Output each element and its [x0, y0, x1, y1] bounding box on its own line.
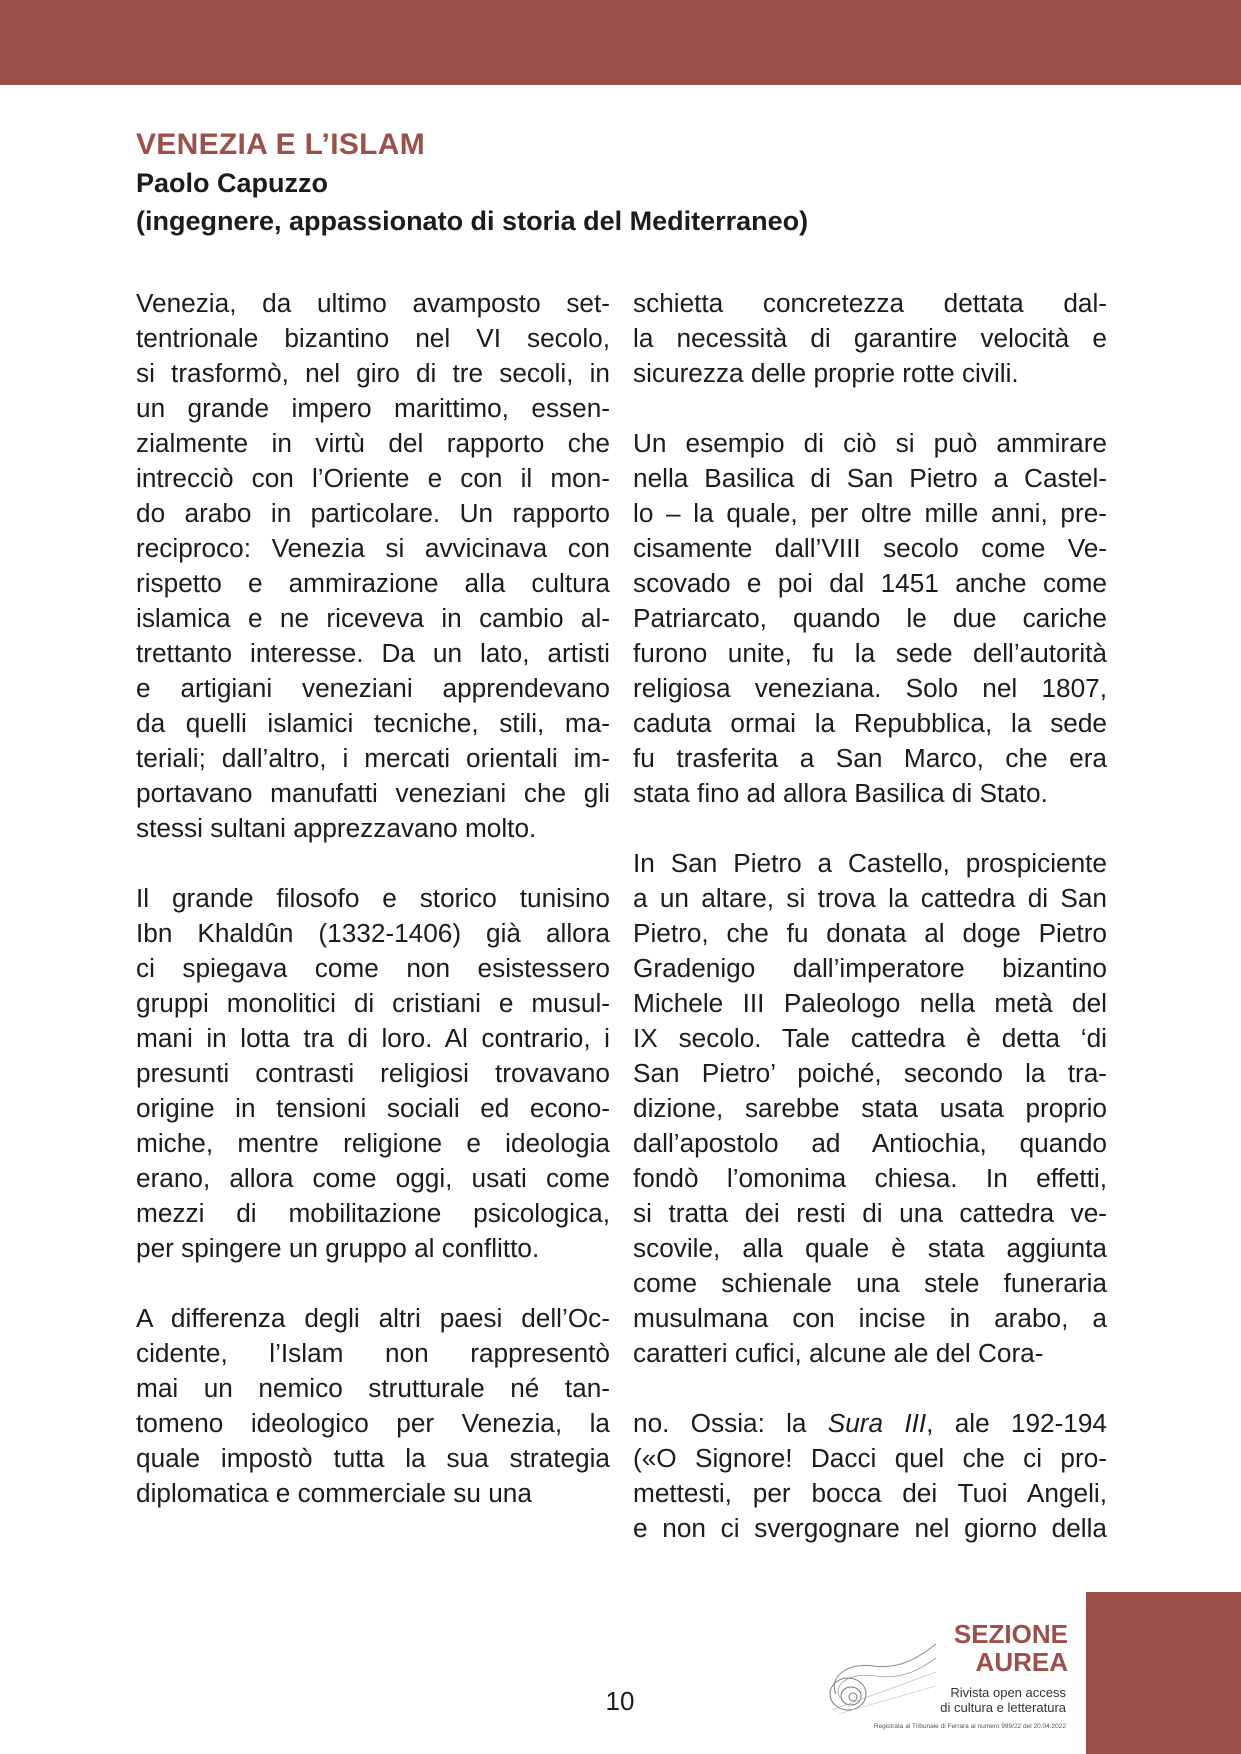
paragraph	[633, 426, 1107, 811]
text-line: furono unite, fu la sede dell’autorità	[633, 638, 1107, 668]
article-title: VENEZIA E L’ISLAM	[136, 128, 426, 161]
text-line: ci spiegava come non esistessero	[136, 953, 610, 983]
text-line: origine in tensioni sociali ed econo-	[136, 1093, 610, 1123]
text-line: Venezia, da ultimo avamposto set-	[136, 288, 610, 318]
text-line: rispetto e ammirazione alla cultura	[136, 568, 610, 598]
logo-wordmark: SEZIONE AUREA	[953, 1619, 1068, 1677]
text-line: e artigiani veneziani apprendevano	[136, 673, 610, 703]
text-line: IX secolo. Tale cattedra è detta ‘di	[633, 1023, 1107, 1053]
text-line: lo – la quale, per oltre mille anni, pre-	[633, 498, 1107, 528]
text-line: schietta concretezza dettata dal-	[633, 288, 1107, 318]
text-line: Michele III Paleologo nella metà del	[633, 988, 1107, 1018]
text-line: come schienale una stele funeraria	[633, 1268, 1107, 1298]
text-line: quale impostò tutta la sua strategia	[136, 1443, 610, 1473]
text-line: musulmana con incise in arabo, a	[633, 1303, 1107, 1333]
text-line: miche, mentre religione e ideologia	[136, 1128, 610, 1158]
text-line: dizione, sarebbe stata usata proprio	[633, 1093, 1107, 1123]
text-line: si trasformò, nel giro di tre secoli, in	[136, 358, 610, 388]
text-line: nella Basilica di San Pietro a Castel-	[633, 463, 1107, 493]
text-line: Ibn Khaldûn (1332-1406) già allora	[136, 918, 610, 948]
text-line: religiosa veneziana. Solo nel 1807,	[633, 673, 1107, 703]
right-paragraph-tail	[633, 1406, 1107, 1546]
text-line: Gradenigo dall’imperatore bizantino	[633, 953, 1107, 983]
text-line: diplomatica e commerciale su una	[136, 1478, 532, 1508]
text-line: («O Signore! Dacci quel che ci pro-	[633, 1443, 1107, 1473]
text-line: intrecciò con l’Oriente e con il mon-	[136, 463, 610, 493]
text-line: scovile, alla quale è stata aggiunta	[633, 1233, 1107, 1263]
text-line: Patriarcato, quando le due cariche	[633, 603, 1107, 633]
text-line: caratteri cufici, alcune ale del Cora-	[633, 1338, 1044, 1368]
text-line: Il grande filosofo e storico tunisino	[136, 883, 610, 913]
left-column	[136, 286, 610, 1546]
text-line: a un altare, si trova la cattedra di San	[633, 883, 1107, 913]
corner-accent-block	[1086, 1592, 1241, 1754]
text-line: erano, allora come oggi, usati come	[136, 1163, 610, 1193]
text-line: da quelli islamici tecniche, stili, ma-	[136, 708, 610, 738]
paragraph	[136, 1301, 610, 1511]
text-line: reciproco: Venezia si avvicinava con	[136, 533, 610, 563]
text-line: mezzi di mobilitazione psicologica,	[136, 1198, 610, 1228]
text-line: si tratta dei resti di una cattedra ve-	[633, 1198, 1107, 1228]
text-line: mai un nemico strutturale né tan-	[136, 1373, 610, 1403]
sura-reference: Sura III	[827, 1408, 927, 1438]
text-line: teriali; dall’altro, i mercati orientali im-	[136, 743, 610, 773]
text-line: fondò l’omonima chiesa. In effetti,	[633, 1163, 1107, 1193]
text-line: un grande impero marittimo, essen-	[136, 393, 610, 423]
text-line: e non ci svergognare nel giorno della	[633, 1513, 1107, 1543]
paragraph	[633, 846, 1107, 1371]
text-line: islamica e ne riceveva in cambio al-	[136, 603, 610, 633]
article-author: Paolo Capuzzo	[136, 168, 329, 198]
text-line: stessi sultani apprezzavano molto.	[136, 813, 537, 843]
text-line: per spingere un gruppo al conflitto.	[136, 1233, 540, 1263]
text-line: caduta ormai la Repubblica, la sede	[633, 708, 1107, 738]
text-line: San Pietro’ poiché, secondo la tra-	[633, 1058, 1107, 1088]
logo-tagline: Rivista open access di cultura e letteratura	[940, 1685, 1066, 1715]
logo-registration: Registrata al Tribunale di Ferrara al numero 999/22 del 20.04.2022	[873, 1723, 1066, 1730]
text-line: presunti contrasti religiosi trovavano	[136, 1058, 610, 1088]
text-line: cisamente dall’VIII secolo come Ve-	[633, 533, 1107, 563]
text-line: no. Ossia: la Sura III, ale 192-194	[633, 1408, 1107, 1438]
text-line: fu trasferita a San Marco, che era	[633, 743, 1107, 773]
text-line: In San Pietro a Castello, prospiciente	[633, 848, 1107, 878]
top-banner	[0, 0, 1241, 85]
text-line: trettanto interesse. Da un lato, artisti	[136, 638, 610, 668]
author-role: (ingegnere, appassionato di storia del Mediterraneo)	[136, 206, 809, 236]
sezione-aurea-logo	[812, 1618, 1074, 1746]
text-line: mettesti, per bocca dei Tuoi Angeli,	[633, 1478, 1107, 1508]
text-line: zialmente in virtù del rapporto che	[136, 428, 610, 458]
text-line: scovado e poi dal 1451 anche come	[633, 568, 1107, 598]
text-line: stata fino ad allora Basilica di Stato.	[633, 778, 1048, 808]
paragraph	[633, 286, 1107, 391]
text-line: A differenza degli altri paesi dell’Oc-	[136, 1303, 610, 1333]
article-header	[136, 126, 1136, 240]
text-line: dall’apostolo ad Antiochia, quando	[633, 1128, 1107, 1158]
page-number: 10	[605, 1686, 635, 1716]
text-line: mani in lotta tra di loro. Al contrario, i	[136, 1023, 610, 1053]
text-line: Un esempio di ciò si può ammirare	[633, 428, 1107, 458]
text-line: portavano manufatti veneziani che gli	[136, 778, 610, 808]
text-line: Pietro, che fu donata al doge Pietro	[633, 918, 1107, 948]
text-line: cidente, l’Islam non rappresentò	[136, 1338, 610, 1368]
text-line: sicurezza delle proprie rotte civili.	[633, 358, 1019, 388]
text-line: tomeno ideologico per Venezia, la	[136, 1408, 610, 1438]
text-line: do arabo in particolare. Un rapporto	[136, 498, 610, 528]
right-column	[633, 286, 1107, 1546]
text-line: gruppi monolitici di cristiani e musul-	[136, 988, 610, 1018]
paragraph	[136, 286, 610, 846]
text-line: la necessità di garantire velocità e	[633, 323, 1107, 353]
text-line: tentrionale bizantino nel VI secolo,	[136, 323, 610, 353]
paragraph	[136, 881, 610, 1266]
